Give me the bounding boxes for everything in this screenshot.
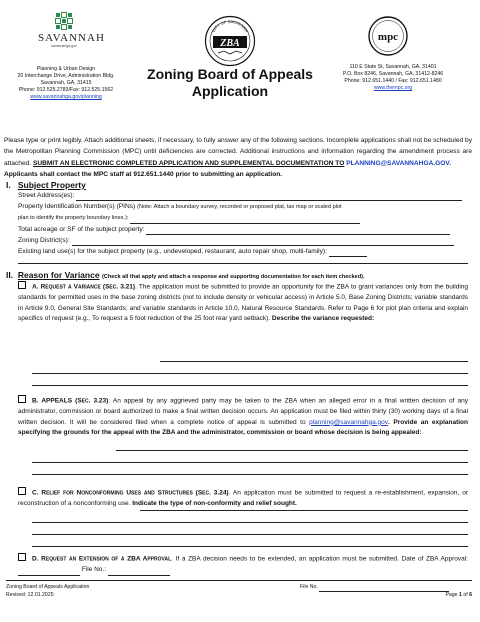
planning-email-link[interactable]: PLANNING@SAVANNAHGA.GOV. (346, 159, 452, 167)
nonconforming-answer-line[interactable] (32, 534, 468, 535)
page-title: Zoning Board of Appeals Application (147, 66, 313, 99)
address-line: Phone: 912.525.2783/Fax: 912.525.1562 (18, 87, 114, 93)
appeals-answer-line[interactable] (116, 450, 468, 451)
mpc-text: mpc (377, 31, 399, 43)
acreage-input[interactable] (146, 226, 450, 235)
savannah-wordmark: SAVANNAH (38, 32, 105, 44)
option-d-extension: D. Request an Extension of a ZBA Approval. If a ZBA decision needs to be extended, an application must be submitted. Date of ZBA Approval: File No.: (18, 553, 468, 576)
pins-field-line2[interactable]: plan to identify the property boundary lines.): (18, 212, 468, 224)
variance-answer-line[interactable] (32, 373, 468, 374)
footer-left: Zoning Board of Appeals Application Revised: 12.01.2025 (6, 584, 90, 598)
appeals-email-link[interactable]: planning@savannahga.gov (309, 418, 389, 426)
pins-field: Property Identification Number(s) (PINs) (Note: Attach a boundary survey, recorded or proposed plat, tax map or scaled plot (18, 203, 342, 210)
savannah-logo (38, 12, 105, 48)
street-address-input[interactable] (76, 192, 462, 201)
file-number-input[interactable] (108, 568, 170, 576)
mpc-logo-icon (368, 16, 408, 56)
intro-instructions: Please type or print legibly. Attach additional sheets, if necessary, to fully answer any of the following sections. Incomplete applications shall not be scheduled by the Metropolitan Planning Commission (MPC) until deficiencies are corrected. Additional instructions and information regarding the amendment process are attached. SUBMIT AN ELECTRONIC COMPLETED APPLICATION AND SUPPLEMENTAL DOCUMENTATION TO PLANNING@SAVANNAHGA.GOV. Applicants shall contact the MPC staff at 912.651.1440 prior to submitting an application. (4, 137, 472, 178)
nonconforming-answer-line[interactable] (140, 510, 468, 511)
land-use-input[interactable] (329, 248, 367, 257)
seal-text: ZBA (220, 38, 240, 49)
pins-input[interactable] (130, 215, 360, 224)
option-a-variance: A. Request a Variance (Sec. 3.21). The application must be submitted to provide an opportunity for the ZBA to grant variances only from the building standards for permitted uses in the base zoning districts (not to include density or vehicular access) in Article 5.0, Base Zoning Districts; variable standards in Article 9.0, General Site Standards; and variable standards in Article 10.0, Natural Resource Standards. Refer to Page 6 for plot plan criteria and explain specifics of request (e.g., To request a 5 foot reduction of the 25 foot rear yard setback). Describe the variance requested: (18, 281, 468, 325)
appeals-checkbox[interactable] (18, 395, 26, 403)
address-line: 20 Interchange Drive, Administration Bldg. (17, 73, 115, 79)
variance-answer-line[interactable] (160, 361, 468, 362)
section-reason-for-variance: II. Reason for Variance (Check all that apply and attach a response and supporting documentation for each item checked). (6, 270, 365, 280)
option-c-nonconforming: C. Relief for Nonconforming Uses and Structures (Sec. 3.24). An application must be submitted to request a re-establishment, expansion, or reconstruction of a nonconforming use. Indicate the type of non-conformity and relief sought. (18, 487, 468, 510)
seal-ring-text: CITY OF SAVANNAH (210, 18, 250, 33)
appeals-answer-line[interactable] (32, 474, 468, 475)
planning-link[interactable]: www.savannahga.gov/planning (30, 94, 102, 100)
contact-instruction: Applicants shall contact the MPC staff at 912.651.1440 prior to submitting an application. (4, 170, 283, 178)
address-line: 110 E State St, Savannah, GA, 31401 (349, 64, 437, 70)
address-line: Planning & Urban Design (36, 66, 96, 72)
footer-right: File No. Page 1 of 6 (300, 584, 472, 598)
street-address-field[interactable]: Street Address(es): (18, 190, 468, 201)
mpc-link[interactable]: www.thempc.org (373, 85, 413, 91)
header (0, 0, 480, 136)
nonconforming-checkbox[interactable] (18, 487, 26, 495)
submit-instruction: SUBMIT AN ELECTRONIC COMPLETED APPLICATION AND SUPPLEMENTAL DOCUMENTATION TO (32, 159, 345, 167)
savannah-grid-icon (55, 12, 73, 30)
nonconforming-answer-line[interactable] (32, 546, 468, 547)
mpc-address-block (318, 64, 468, 92)
page-number: Page 1 of 6 (445, 591, 472, 598)
zba-seal-icon (204, 15, 256, 67)
land-use-line[interactable] (18, 263, 468, 264)
appeals-answer-line[interactable] (32, 462, 468, 463)
savannah-url: savannahga.gov (51, 44, 77, 48)
address-line: P.O. Box 8246, Savannah, GA, 31412-8246 (342, 71, 444, 77)
zba-approval-date-input[interactable] (18, 568, 80, 576)
address-line: Savannah, GA, 31415 (40, 80, 92, 86)
city-address-block (6, 66, 126, 101)
footer-divider (6, 580, 472, 581)
section-subject-property: I. Subject Property (6, 180, 86, 190)
variance-answer-line[interactable] (32, 385, 468, 386)
nonconforming-answer-line[interactable] (32, 522, 468, 523)
address-line: Phone: 912.651.1440 / Fax: 912.651.1480 (344, 78, 442, 84)
zoning-district-field[interactable]: Zoning District(s): (18, 235, 468, 246)
option-b-appeals: B. APPEALS (Sec. 3.23). An appeal by any aggrieved party may be taken to the ZBA when an alleged error in a final written decision of any administrator, commission or board authorized to make a final written decision occurs. An application must be filed within thirty (30) working days of a final written decision. It will be considered filed when a complete notice of appeal is submitted to planning@savannahga.gov. Provide an explanation specifying the grounds for the appeal with the ZBA and the administrator, commission or board whose decision is being appealed: (18, 395, 468, 439)
footer-file-number-input[interactable] (319, 586, 449, 592)
variance-checkbox[interactable] (18, 281, 26, 289)
zoning-district-input[interactable] (72, 237, 454, 246)
acreage-field[interactable]: Total acreage or SF of the subject property: (18, 224, 468, 235)
land-use-field[interactable]: Existing land use(s) for the subject property (e.g., undeveloped, restaurant, auto repair shop, multi-family): (18, 246, 468, 257)
extension-checkbox[interactable] (18, 553, 26, 561)
